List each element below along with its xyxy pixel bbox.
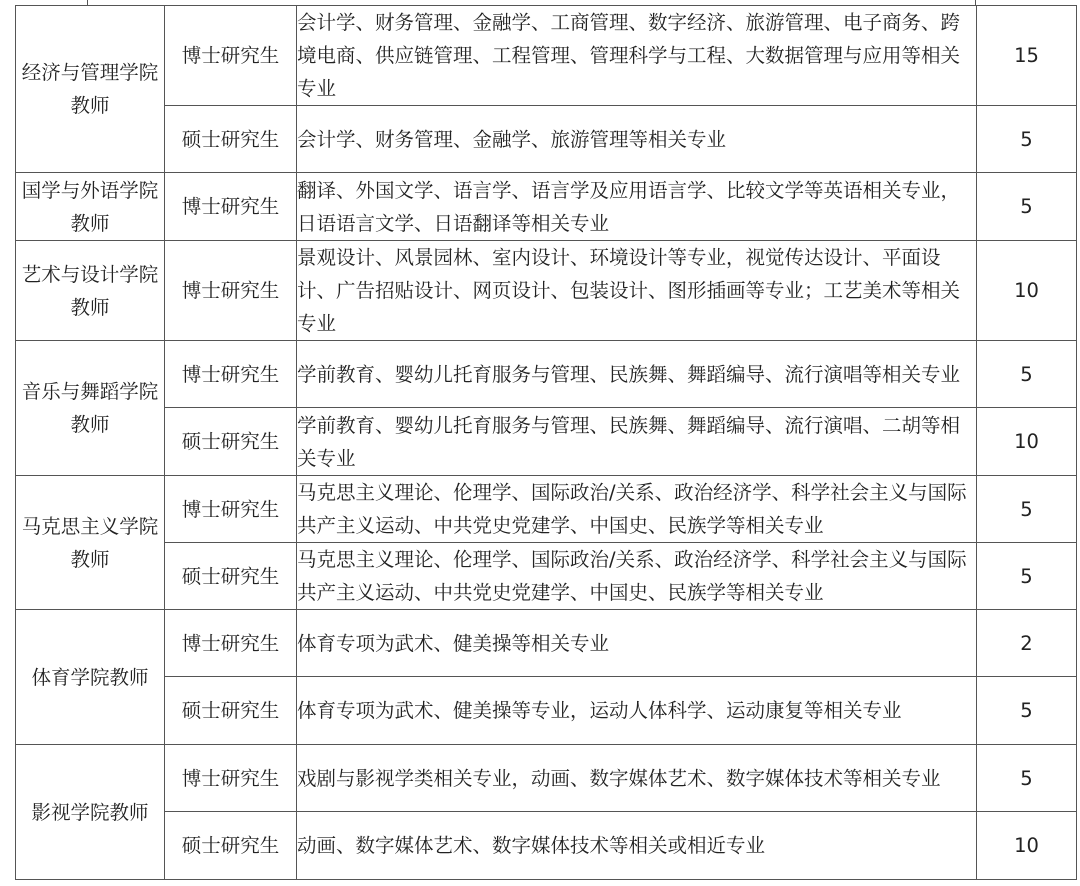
department-cell: 马克思主义学院教师 bbox=[16, 476, 165, 610]
count-cell: 2 bbox=[977, 610, 1077, 677]
majors-cell: 体育专项为武术、健美操等相关专业 bbox=[297, 610, 977, 677]
majors-cell: 动画、数字媒体艺术、数字媒体技术等相关或相近专业 bbox=[297, 812, 977, 880]
department-cell: 艺术与设计学院教师 bbox=[16, 241, 165, 341]
degree-cell: 硕士研究生 bbox=[165, 543, 297, 610]
count-cell: 10 bbox=[977, 812, 1077, 880]
count-cell: 5 bbox=[977, 677, 1077, 745]
table-row bbox=[16, 408, 1077, 476]
degree-cell: 博士研究生 bbox=[165, 6, 297, 106]
table-row bbox=[16, 241, 1077, 341]
table-row bbox=[16, 543, 1077, 610]
department-cell: 体育学院教师 bbox=[16, 610, 165, 745]
count-cell: 5 bbox=[977, 173, 1077, 241]
majors-cell: 戏剧与影视学类相关专业，动画、数字媒体艺术、数字媒体技术等相关专业 bbox=[297, 745, 977, 812]
table-row bbox=[16, 476, 1077, 543]
department-cell: 音乐与舞蹈学院教师 bbox=[16, 341, 165, 476]
count-cell: 5 bbox=[977, 341, 1077, 408]
majors-cell: 会计学、财务管理、金融学、旅游管理等相关专业 bbox=[297, 106, 977, 173]
count-cell: 10 bbox=[977, 408, 1077, 476]
degree-cell: 硕士研究生 bbox=[165, 812, 297, 880]
majors-cell: 马克思主义理论、伦理学、国际政治/关系、政治经济学、科学社会主义与国际共产主义运动、中共党史党建学、中国史、民族学等相关专业 bbox=[297, 476, 977, 543]
table-row bbox=[16, 6, 1077, 106]
degree-cell: 硕士研究生 bbox=[165, 106, 297, 173]
majors-cell: 马克思主义理论、伦理学、国际政治/关系、政治经济学、科学社会主义与国际共产主义运动、中共党史党建学、中国史、民族学等相关专业 bbox=[297, 543, 977, 610]
recruitment-table bbox=[15, 5, 1077, 880]
table-row bbox=[16, 173, 1077, 241]
count-cell: 15 bbox=[977, 6, 1077, 106]
count-cell: 5 bbox=[977, 476, 1077, 543]
degree-cell: 博士研究生 bbox=[165, 173, 297, 241]
degree-cell: 博士研究生 bbox=[165, 745, 297, 812]
table-row bbox=[16, 106, 1077, 173]
majors-cell: 会计学、财务管理、金融学、工商管理、数字经济、旅游管理、电子商务、跨境电商、供应链管理、工程管理、管理科学与工程、大数据管理与应用等相关专业 bbox=[297, 6, 977, 106]
majors-cell: 翻译、外国文学、语言学、语言学及应用语言学、比较文学等英语相关专业，日语语言文学、日语翻译等相关专业 bbox=[297, 173, 977, 241]
degree-cell: 博士研究生 bbox=[165, 476, 297, 543]
department-cell: 经济与管理学院教师 bbox=[16, 6, 165, 173]
majors-cell: 体育专项为武术、健美操等专业，运动人体科学、运动康复等相关专业 bbox=[297, 677, 977, 745]
degree-cell: 博士研究生 bbox=[165, 610, 297, 677]
table-row bbox=[16, 745, 1077, 812]
count-cell: 5 bbox=[977, 543, 1077, 610]
majors-cell: 学前教育、婴幼儿托育服务与管理、民族舞、舞蹈编导、流行演唱、二胡等相关专业 bbox=[297, 408, 977, 476]
department-cell: 影视学院教师 bbox=[16, 745, 165, 880]
department-cell: 国学与外语学院教师 bbox=[16, 173, 165, 241]
degree-cell: 博士研究生 bbox=[165, 241, 297, 341]
degree-cell: 硕士研究生 bbox=[165, 408, 297, 476]
count-cell: 10 bbox=[977, 241, 1077, 341]
degree-cell: 博士研究生 bbox=[165, 341, 297, 408]
degree-cell: 硕士研究生 bbox=[165, 677, 297, 745]
count-cell: 5 bbox=[977, 106, 1077, 173]
majors-cell: 景观设计、风景园林、室内设计、环境设计等专业，视觉传达设计、平面设计、广告招贴设计、网页设计、包装设计、图形插画等专业；工艺美术等相关专业 bbox=[297, 241, 977, 341]
table-row bbox=[16, 812, 1077, 880]
majors-cell: 学前教育、婴幼儿托育服务与管理、民族舞、舞蹈编导、流行演唱等相关专业 bbox=[297, 341, 977, 408]
table-row bbox=[16, 341, 1077, 408]
count-cell: 5 bbox=[977, 745, 1077, 812]
table-row bbox=[16, 677, 1077, 745]
table-row bbox=[16, 610, 1077, 677]
